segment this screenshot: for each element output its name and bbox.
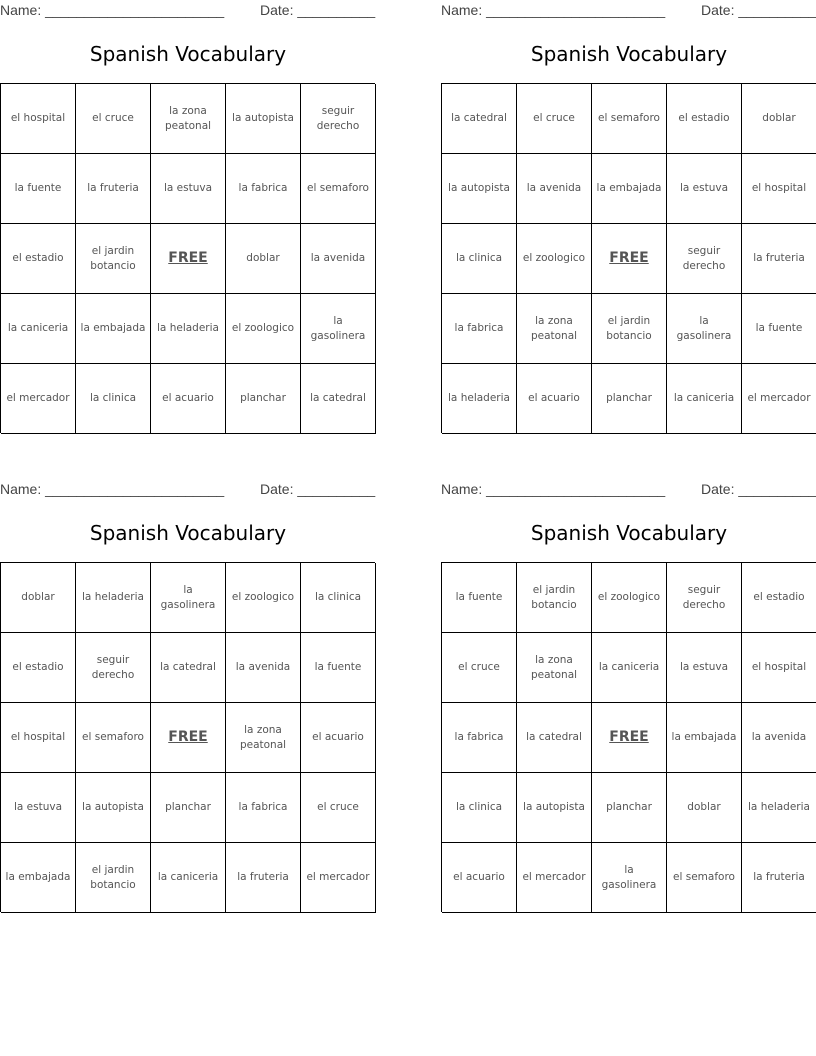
bingo-cell: el mercador (301, 843, 376, 913)
bingo-cell: el zoologico (517, 224, 592, 294)
bingo-cell: la caniceria (151, 843, 226, 913)
bingo-cell: el cruce (76, 84, 151, 154)
card-header (441, 2, 816, 20)
bingo-cell: la estuva (667, 633, 742, 703)
bingo-cell: seguir derecho (301, 84, 376, 154)
bingo-cell: la estuva (1, 773, 76, 843)
card-header (441, 481, 816, 499)
bingo-grid (441, 83, 816, 433)
bingo-cell: la embajada (1, 843, 76, 913)
bingo-cell: la avenida (517, 154, 592, 224)
bingo-cell: el estadio (667, 84, 742, 154)
name-field: Name: _______________________ (0, 2, 225, 18)
bingo-card (0, 479, 376, 911)
bingo-cell: la zona peatonal (151, 84, 226, 154)
bingo-cell: el hospital (742, 633, 816, 703)
bingo-cell: la clinica (442, 773, 517, 843)
bingo-cell: el mercador (742, 364, 816, 434)
bingo-cell: la heladeria (442, 364, 517, 434)
bingo-cell: la gasolinera (592, 843, 667, 913)
bingo-grid (441, 562, 816, 912)
date-field: Date: __________ (260, 481, 376, 497)
bingo-card (0, 0, 376, 432)
bingo-cell: la fabrica (226, 154, 301, 224)
bingo-cell: la autopista (76, 773, 151, 843)
bingo-cell: la caniceria (592, 633, 667, 703)
date-field: Date: __________ (260, 2, 376, 18)
bingo-cell: la autopista (442, 154, 517, 224)
free-space: FREE (592, 703, 667, 773)
bingo-cell: doblar (1, 563, 76, 633)
bingo-cell: el cruce (301, 773, 376, 843)
bingo-cell: el estadio (1, 224, 76, 294)
bingo-cell: la autopista (226, 84, 301, 154)
bingo-cell: la heladeria (76, 563, 151, 633)
name-field: Name: _______________________ (441, 481, 666, 497)
bingo-cell: el zoologico (226, 294, 301, 364)
bingo-cell: la autopista (517, 773, 592, 843)
bingo-cell: la embajada (667, 703, 742, 773)
bingo-cell: la avenida (301, 224, 376, 294)
bingo-cell: la fruteria (742, 843, 816, 913)
bingo-cell: la zona peatonal (517, 633, 592, 703)
bingo-cell: la clinica (442, 224, 517, 294)
bingo-cell: el semaforo (301, 154, 376, 224)
bingo-cell: planchar (592, 773, 667, 843)
card-title: Spanish Vocabulary (530, 521, 728, 545)
bingo-cell: la clinica (76, 364, 151, 434)
name-field: Name: _______________________ (0, 481, 225, 497)
card-header (0, 2, 376, 20)
bingo-cell: la zona peatonal (226, 703, 301, 773)
bingo-cell: la fruteria (742, 224, 816, 294)
card-title: Spanish Vocabulary (89, 42, 287, 66)
bingo-cell: la clinica (301, 563, 376, 633)
free-space: FREE (151, 224, 226, 294)
bingo-cell: la gasolinera (667, 294, 742, 364)
bingo-cell: la gasolinera (301, 294, 376, 364)
bingo-cell: el zoologico (592, 563, 667, 633)
bingo-cell: la fabrica (442, 703, 517, 773)
bingo-cell: el jardin botancio (76, 843, 151, 913)
bingo-grid (0, 562, 375, 912)
name-field: Name: _______________________ (441, 2, 666, 18)
bingo-cell: la heladeria (742, 773, 816, 843)
bingo-cell: el acuario (442, 843, 517, 913)
bingo-cell: la caniceria (667, 364, 742, 434)
bingo-cell: doblar (742, 84, 816, 154)
date-field: Date: __________ (701, 481, 816, 497)
free-space: FREE (151, 703, 226, 773)
card-header (0, 481, 376, 499)
bingo-cell: el jardin botancio (76, 224, 151, 294)
bingo-cell: la fuente (442, 563, 517, 633)
bingo-cell: el acuario (517, 364, 592, 434)
bingo-cell: el mercador (517, 843, 592, 913)
bingo-cell: la fabrica (442, 294, 517, 364)
bingo-cell: doblar (667, 773, 742, 843)
bingo-cell: la estuva (667, 154, 742, 224)
bingo-cell: la catedral (442, 84, 517, 154)
bingo-cell: la fuente (1, 154, 76, 224)
free-space: FREE (592, 224, 667, 294)
bingo-cell: la embajada (76, 294, 151, 364)
card-title: Spanish Vocabulary (530, 42, 728, 66)
bingo-cell: seguir derecho (667, 563, 742, 633)
bingo-cell: la fruteria (76, 154, 151, 224)
bingo-cell: seguir derecho (76, 633, 151, 703)
bingo-cell: la fuente (301, 633, 376, 703)
bingo-cell: la catedral (517, 703, 592, 773)
bingo-cell: el semaforo (76, 703, 151, 773)
bingo-cell: la catedral (151, 633, 226, 703)
bingo-cell: seguir derecho (667, 224, 742, 294)
bingo-cell: el estadio (1, 633, 76, 703)
bingo-cell: el hospital (1, 703, 76, 773)
bingo-cell: el acuario (151, 364, 226, 434)
bingo-card (441, 479, 816, 911)
bingo-cell: la fabrica (226, 773, 301, 843)
bingo-cell: el mercador (1, 364, 76, 434)
bingo-cell: el acuario (301, 703, 376, 773)
date-field: Date: __________ (701, 2, 816, 18)
bingo-cell: el jardin botancio (517, 563, 592, 633)
bingo-cell: el cruce (517, 84, 592, 154)
bingo-cell: la gasolinera (151, 563, 226, 633)
bingo-cell: planchar (151, 773, 226, 843)
bingo-cell: el hospital (742, 154, 816, 224)
bingo-cell: el semaforo (667, 843, 742, 913)
bingo-cell: la heladeria (151, 294, 226, 364)
bingo-cell: la avenida (742, 703, 816, 773)
bingo-cell: la estuva (151, 154, 226, 224)
bingo-cell: el jardin botancio (592, 294, 667, 364)
bingo-cell: la zona peatonal (517, 294, 592, 364)
bingo-cell: la caniceria (1, 294, 76, 364)
bingo-cell: doblar (226, 224, 301, 294)
bingo-cell: la fruteria (226, 843, 301, 913)
bingo-cell: planchar (592, 364, 667, 434)
bingo-cell: la avenida (226, 633, 301, 703)
bingo-cell: el semaforo (592, 84, 667, 154)
bingo-cell: el cruce (442, 633, 517, 703)
bingo-card (441, 0, 816, 432)
bingo-cell: el estadio (742, 563, 816, 633)
bingo-grid (0, 83, 375, 433)
bingo-cell: la embajada (592, 154, 667, 224)
bingo-cell: el hospital (1, 84, 76, 154)
bingo-cell: la catedral (301, 364, 376, 434)
bingo-cell: el zoologico (226, 563, 301, 633)
bingo-cell: la fuente (742, 294, 816, 364)
bingo-cell: planchar (226, 364, 301, 434)
card-title: Spanish Vocabulary (89, 521, 287, 545)
